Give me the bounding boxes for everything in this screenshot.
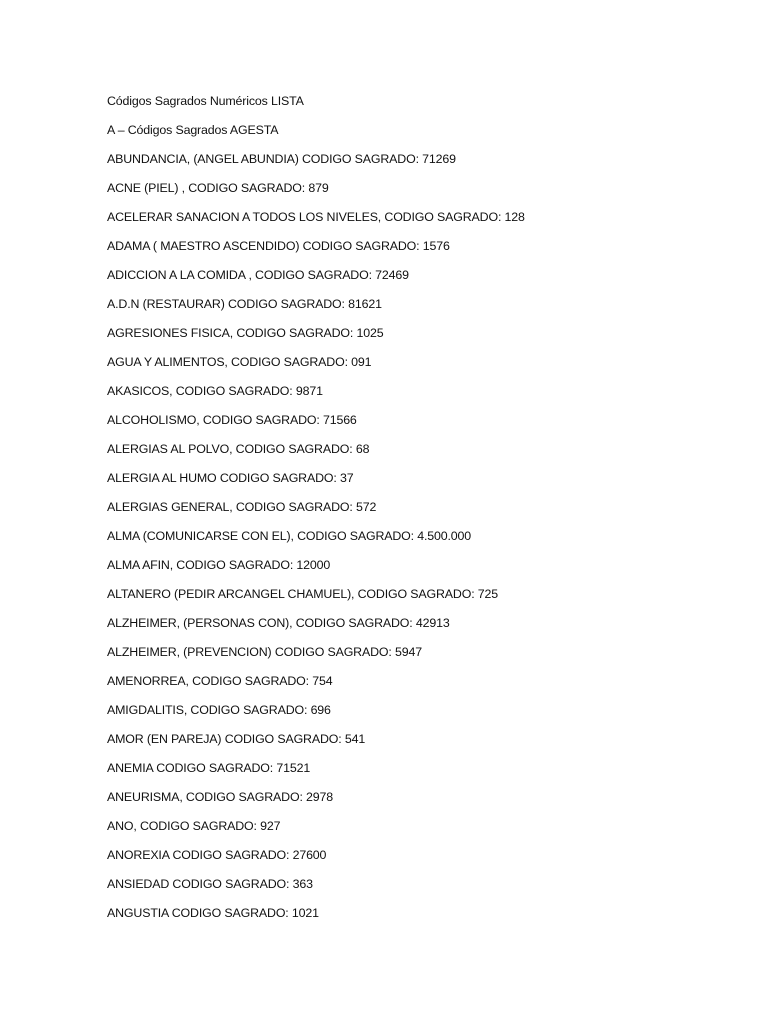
code-entry: AMENORREA, CODIGO SAGRADO: 754	[107, 674, 333, 688]
code-entry: A.D.N (RESTAURAR) CODIGO SAGRADO: 81621	[107, 297, 382, 311]
code-entry: ALZHEIMER, (PREVENCION) CODIGO SAGRADO: 5947	[107, 645, 422, 659]
code-entry: AGUA Y ALIMENTOS, CODIGO SAGRADO: 091	[107, 355, 372, 369]
code-entry: ACNE (PIEL) , CODIGO SAGRADO: 879	[107, 181, 329, 195]
code-entry: ANOREXIA CODIGO SAGRADO: 27600	[107, 848, 327, 862]
code-entry: ANO, CODIGO SAGRADO: 927	[107, 819, 281, 833]
code-entry: ABUNDANCIA, (ANGEL ABUNDIA) CODIGO SAGRADO: 71269	[107, 152, 456, 166]
code-entry: AMOR (EN PAREJA) CODIGO SAGRADO: 541	[107, 732, 366, 746]
code-entry: ALCOHOLISMO, CODIGO SAGRADO: 71566	[107, 413, 357, 427]
code-entry: ADICCION A LA COMIDA , CODIGO SAGRADO: 72469	[107, 268, 409, 282]
document-body	[107, 92, 727, 933]
code-entry: ANEMIA CODIGO SAGRADO: 71521	[107, 761, 311, 775]
code-entry: AMIGDALITIS, CODIGO SAGRADO: 696	[107, 703, 331, 717]
code-entry: ALMA AFIN, CODIGO SAGRADO: 12000	[107, 558, 331, 572]
code-entry: ANEURISMA, CODIGO SAGRADO: 2978	[107, 790, 334, 804]
code-entry: AKASICOS, CODIGO SAGRADO: 9871	[107, 384, 323, 398]
code-entry: ALTANERO (PEDIR ARCANGEL CHAMUEL), CODIGO SAGRADO: 725	[107, 587, 499, 601]
code-entry: AGRESIONES FISICA, CODIGO SAGRADO: 1025	[107, 326, 384, 340]
code-entry: ADAMA ( MAESTRO ASCENDIDO) CODIGO SAGRADO: 1576	[107, 239, 450, 253]
code-entry: ALERGIA AL HUMO CODIGO SAGRADO: 37	[107, 471, 354, 485]
code-entry: ANGUSTIA CODIGO SAGRADO: 1021	[107, 906, 319, 920]
code-entry: ALMA (COMUNICARSE CON EL), CODIGO SAGRADO: 4.500.000	[107, 529, 472, 543]
code-entry: ACELERAR SANACION A TODOS LOS NIVELES, CODIGO SAGRADO: 128	[107, 210, 525, 224]
code-entry: ALERGIAS AL POLVO, CODIGO SAGRADO: 68	[107, 442, 370, 456]
code-entry: ALERGIAS GENERAL, CODIGO SAGRADO: 572	[107, 500, 377, 514]
code-entry: ALZHEIMER, (PERSONAS CON), CODIGO SAGRADO: 42913	[107, 616, 450, 630]
code-entry: ANSIEDAD CODIGO SAGRADO: 363	[107, 877, 313, 891]
section-heading: A – Códigos Sagrados AGESTA	[107, 123, 279, 137]
document-title: Códigos Sagrados Numéricos LISTA	[107, 94, 304, 108]
